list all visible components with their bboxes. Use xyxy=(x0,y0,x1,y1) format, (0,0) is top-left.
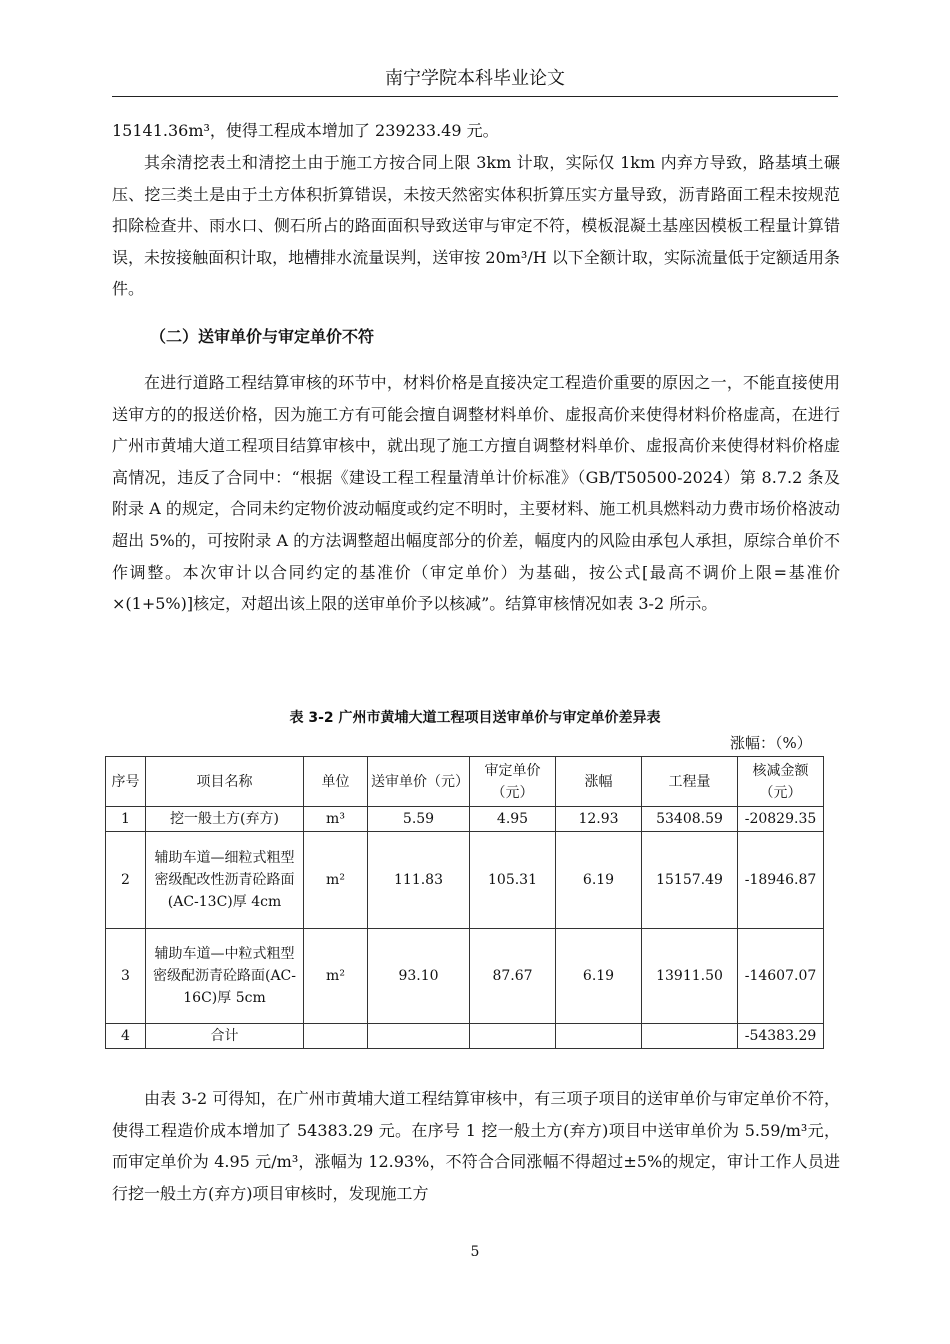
cell-unit: m³ xyxy=(304,807,368,832)
cell-reduction: -18946.87 xyxy=(738,832,824,929)
header-reduction: 核减金额（元） xyxy=(738,757,824,807)
cell-quantity: 13911.50 xyxy=(642,929,738,1024)
header-rule xyxy=(112,96,838,97)
cell-quantity: 15157.49 xyxy=(642,832,738,929)
cell-total-reduction: -54383.29 xyxy=(738,1024,824,1049)
cell-submitted: 111.83 xyxy=(368,832,470,929)
header-increase: 涨幅 xyxy=(556,757,642,807)
cell-increase: 6.19 xyxy=(556,832,642,929)
header-unit: 单位 xyxy=(304,757,368,807)
header-quantity: 工程量 xyxy=(642,757,738,807)
table-caption: 表 3-2 广州市黄埔大道工程项目送审单价与审定单价差异表 xyxy=(289,710,661,726)
cell-increase: 6.19 xyxy=(556,929,642,1024)
cell-seq: 4 xyxy=(106,1024,146,1049)
header-name: 项目名称 xyxy=(146,757,304,807)
paragraph-4: 由表 3-2 可得知，在广州市黄埔大道工程结算审核中，有三项子项目的送审单价与审定单价不符，使得工程造价成本增加了 54383.29 元。在序号 1 挖一般土方(弃方)项目中送审单价为 5.59/m³元，而审定单价为 4.95 元/m³，涨幅为 12.93%，不符合合同涨幅不得超过±5%的规定，审计工作人员进行挖一般土方(弃方)项目审核时，发现施工方 xyxy=(112,1089,840,1203)
page-header: 南宁学院本科毕业论文 xyxy=(385,68,565,89)
paragraph-3: 在进行道路工程结算审核的环节中，材料价格是直接决定工程造价重要的原因之一，不能直接使用送审方的的报送价格，因为施工方有可能会擅自调整材料单价、虚报高价来使得材料价格虚高，在进行广州市黄埔大道工程项目结算审核中，就出现了施工方擅自调整材料单价、虚报高价来使得材料价格虚高情况，违反了合同中：“根据《建设工程工程量清单计价标准》（GB/T50500-2024）第 8.7.2 条及附录 A 的规定，合同未约定物价波动幅度或约定不明时，主要材料、施工机具燃料动力费市场价格波动超出 5%的，可按附录 A 的方法调整超出幅度部分的价差，幅度内的风险由承包人承担，原综合单价不作调整。本次审计以合同约定的基准价（审定单价）为基础，按公式[最高不调价上限=基准价×(1+5%)]核定，对超出该上限的送审单价予以核减”。结算审核情况如表 3-2 所示。 xyxy=(112,373,840,614)
cell-submitted: 93.10 xyxy=(368,929,470,1024)
header-seq: 序号 xyxy=(106,757,146,807)
paragraph-2: 其余清挖表土和清挖土由于施工方按合同上限 3km 计取，实际仅 1km 内弃方导致，路基填土碾压、挖三类土是由于土方体积折算错误，未按天然密实体积折算压实方量导致，沥青路面工程未按规范扣除检查井、雨水口、侧石所占的路面面积导致送审与审定不符，模板混凝土基座因模板工程量计算错误，未按接触面积计取，地槽排水流量误判，送审按 20m³/H 以下全额计取，实际流量低于定额适用条件。 xyxy=(112,153,840,299)
cell-reduction: -14607.07 xyxy=(738,929,824,1024)
cell-name: 辅助车道—中粒式粗型密级配沥青砼路面(AC-16C)厚 5cm xyxy=(146,929,304,1024)
table-header-row xyxy=(106,757,824,807)
cell-quantity: 53408.59 xyxy=(642,807,738,832)
cell-name: 挖一般土方(弃方) xyxy=(146,807,304,832)
table-unit-note: 涨幅：（%） xyxy=(730,734,812,752)
cell-approved: 4.95 xyxy=(470,807,556,832)
cell-seq: 3 xyxy=(106,929,146,1024)
cell-approved: 87.67 xyxy=(470,929,556,1024)
header-submitted: 送审单价（元） xyxy=(368,757,470,807)
paragraph-1: 15141.36m³，使得工程成本增加了 239233.49 元。 xyxy=(112,121,499,140)
page-number: 5 xyxy=(470,1244,480,1260)
table-row xyxy=(106,929,824,1024)
cell-reduction: -20829.35 xyxy=(738,807,824,832)
table-total-row xyxy=(106,1024,824,1049)
cell-seq: 1 xyxy=(106,807,146,832)
cell-submitted: 5.59 xyxy=(368,807,470,832)
cell-unit: m² xyxy=(304,832,368,929)
table-row xyxy=(106,832,824,929)
price-difference-table xyxy=(105,756,824,1049)
cell-total-label: 合计 xyxy=(146,1024,304,1049)
table-row xyxy=(106,807,824,832)
header-approved: 审定单价（元） xyxy=(470,757,556,807)
cell-increase: 12.93 xyxy=(556,807,642,832)
cell-unit: m² xyxy=(304,929,368,1024)
cell-approved: 105.31 xyxy=(470,832,556,929)
section-heading: （二）送审单价与审定单价不符 xyxy=(150,327,375,346)
cell-seq: 2 xyxy=(106,832,146,929)
cell-name: 辅助车道—细粒式粗型密级配改性沥青砼路面(AC-13C)厚 4cm xyxy=(146,832,304,929)
